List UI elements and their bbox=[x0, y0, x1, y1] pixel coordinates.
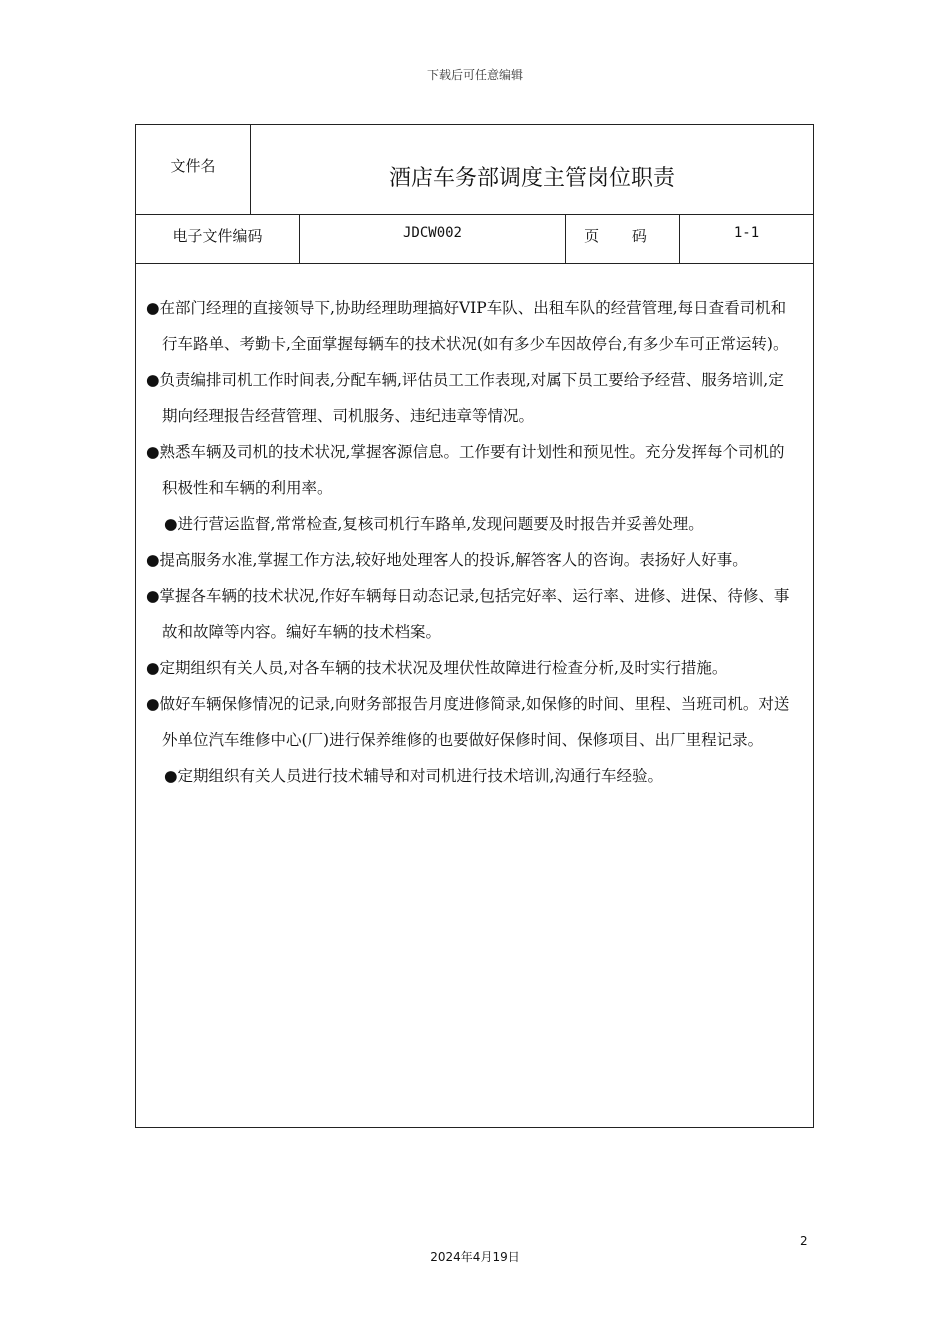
document-title: 酒店车务部调度主管岗位职责 bbox=[388, 166, 675, 191]
duty-item: ●做好车辆保修情况的记录,向财务部报告月度进修简录,如保修的时间、里程、当班司机。对送外单位汽车维修中心(厂)进行保养维修的也要做好保修时间、保修项目、出厂里程记录。 bbox=[146, 695, 790, 749]
duty-item: ●掌握各车辆的技术状况,作好车辆每日动态记录,包括完好率、运行率、进修、进保、待修、事故和故障等内容。编好车辆的技术档案。 bbox=[146, 587, 790, 641]
code-value: JDCW002 bbox=[300, 215, 566, 263]
title-row bbox=[136, 125, 813, 215]
duty-item: ●负责编排司机工作时间表,分配车辆,评估员工工作表现,对属下员工要给予经营、服务培训,定期向经理报告经营管理、司机服务、违纪违章等情况。 bbox=[146, 371, 784, 425]
duty-item: ●进行营运监督,常常检查,复核司机行车路单,发现问题要及时报告并妥善处理。 bbox=[164, 515, 704, 533]
page-number: 2 bbox=[800, 1234, 808, 1248]
footer-date: 2024年4月19日 bbox=[430, 1250, 520, 1264]
header-note: 下载后可任意编辑 bbox=[426, 68, 523, 82]
duty-item: ●提高服务水准,掌握工作方法,较好地处理客人的投诉,解答客人的咨询。表扬好人好事。 bbox=[146, 551, 748, 569]
page-label: 页 码 bbox=[566, 215, 680, 263]
file-name-label: 文件名 bbox=[136, 125, 251, 214]
meta-row bbox=[136, 215, 813, 264]
duty-item: ●定期组织有关人员进行技术辅导和对司机进行技术培训,沟通行车经验。 bbox=[164, 767, 663, 785]
duties-list bbox=[146, 290, 796, 794]
duty-item: ●在部门经理的直接领导下,协助经理助理搞好VIP车队、出租车队的经营管理,每日查看司机和行车路单、考勤卡,全面掌握每辆车的技术状况(如有多少车因故停台,有多少车可正常运转)。 bbox=[146, 299, 789, 353]
duty-item: ●定期组织有关人员,对各车辆的技术状况及埋伏性故障进行检查分析,及时实行措施。 bbox=[146, 659, 728, 677]
page-value: 1-1 bbox=[733, 225, 760, 241]
code-label: 电子文件编码 bbox=[136, 215, 300, 263]
document-table bbox=[135, 124, 814, 1128]
duty-item: ●熟悉车辆及司机的技术状况,掌握客源信息。工作要有计划性和预见性。充分发挥每个司机的积极性和车辆的利用率。 bbox=[146, 443, 785, 497]
